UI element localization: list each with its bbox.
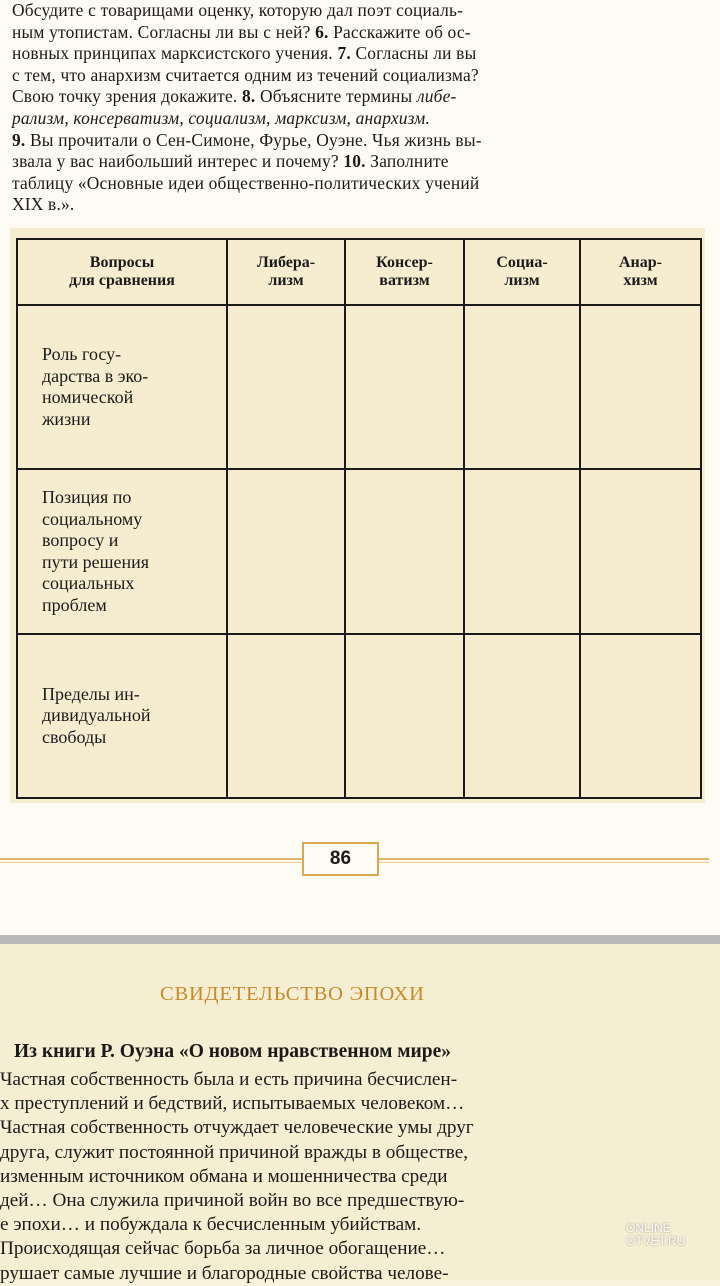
row-label-individual-freedom: Пределы ин- дивидуальной свободы: [17, 634, 227, 798]
table-cell[interactable]: [345, 305, 464, 469]
header-cell-anarchism: Анар- хизм: [580, 239, 701, 305]
page-number-rule-left-thin: [0, 862, 302, 863]
header-cell-liberalism: Либера- лизм: [227, 239, 345, 305]
table-cell[interactable]: [227, 634, 345, 798]
row-label-social-question: Позиция по социальному вопросу и пути решения социальных проблем: [17, 469, 227, 634]
table-cell[interactable]: [580, 305, 701, 469]
table-row: [17, 634, 701, 798]
table-cell[interactable]: [345, 469, 464, 634]
section-title: СВИДЕТЕЛЬСТВО ЭПОХИ: [160, 983, 425, 1005]
page-divider: [0, 935, 720, 944]
table-cell[interactable]: [227, 305, 345, 469]
comparison-table: [16, 238, 702, 799]
table-cell[interactable]: [464, 469, 580, 634]
header-cell-socialism: Социа- лизм: [464, 239, 580, 305]
source-title: Из книги Р. Оуэна «О новом нравственном мире»: [14, 1041, 451, 1062]
watermark: ONLINE OTVET.RU: [626, 1221, 686, 1248]
table-cell[interactable]: [580, 634, 701, 798]
table-row: [17, 305, 701, 469]
quote-text: Частная собственность была и есть причина бесчислен- х преступлений и бедствий, испытываемых человеком… Частная собственность отчуждает человеческие умы друг друга, служит постоянной причиной вражды в обществе, изменным источником обмана и мошенничества среди дей… Она служила причиной войн во все предшествую- е эпохи… и побуждала к бесчисленным убийствам. Происходящая сейчас борьба за личное обогащение… рушает самые лучшие и благородные свойства челове-: [0, 1069, 474, 1284]
table-cell[interactable]: [464, 305, 580, 469]
row-label-state-role: Роль госу- дарства в эко- номической жизни: [17, 305, 227, 469]
assignment-text: Обсудите с товарищами оценку, которую дал поэт социаль- ным утопистам. Согласны ли вы с ней? 6. Расскажите об ос- новных принципах марксистского учения. 7. Согласны ли вы с тем, что анархизм считается одним из течений социализма? Свою точку зрения докажите. 8. Объясните термины либе- рализм, консерватизм, социализм, марксизм, анархизм. 9. Вы прочитали о Сен-Симоне, Фурье, Оуэне. Чья жизнь вы- звала у вас наибольший интерес и почему? 10. Заполните таблицу «Основные идеи общественно-политических учений XIX в.».: [12, 0, 482, 215]
page-number-rule-right-thin: [379, 862, 709, 863]
page-number-rule-left: [0, 858, 302, 860]
header-cell-questions: Вопросы для сравнения: [17, 239, 227, 305]
table-cell[interactable]: [580, 469, 701, 634]
table-row: [17, 469, 701, 634]
page-number: 86: [302, 842, 379, 876]
table-cell[interactable]: [227, 469, 345, 634]
table-header-row: [17, 239, 701, 305]
page-number-rule-right: [379, 858, 709, 860]
table-cell[interactable]: [464, 634, 580, 798]
comparison-table-panel: [10, 228, 705, 803]
header-cell-conservatism: Консер- ватизм: [345, 239, 464, 305]
table-cell[interactable]: [345, 634, 464, 798]
